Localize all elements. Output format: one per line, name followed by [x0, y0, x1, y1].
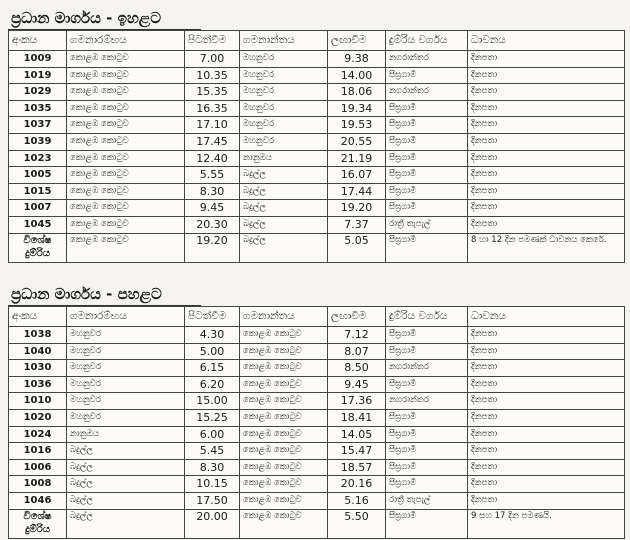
arrival-time-cell: 14.05 — [328, 426, 386, 443]
col-header-departure: පිටත්වීම — [185, 31, 240, 51]
departure-time-cell: 17.50 — [185, 492, 240, 509]
arrival-time-cell: 7.37 — [328, 216, 386, 233]
departure-time-cell: 5.45 — [185, 443, 240, 460]
train-number-cell: 1035 — [9, 100, 67, 117]
departure-time-cell: 9.45 — [185, 200, 240, 217]
arrival-time-cell: 17.44 — [328, 183, 386, 200]
frequency-cell: දිනපතා — [468, 216, 625, 233]
table-row — [9, 476, 625, 493]
col-header-origin: ගමනාරම්භය — [67, 31, 185, 51]
origin-cell: මහනුවර — [67, 376, 185, 393]
train-type-cell: සීඝ්‍රගාමී — [386, 117, 468, 134]
destination-cell: කොළඹ කොටුව — [240, 476, 328, 493]
origin-cell: කොළඹ කොටුව — [67, 67, 185, 84]
train-type-cell: රාත්‍රී තැපැල් — [386, 216, 468, 233]
origin-cell: කොළඹ කොටුව — [67, 233, 185, 262]
origin-cell: කොළඹ කොටුව — [67, 183, 185, 200]
frequency-cell: දිනපතා — [468, 100, 625, 117]
destination-cell: මහනුවර — [240, 67, 328, 84]
destination-cell: බදුල්ල — [240, 216, 328, 233]
col-header-destination: ගමනාන්තය — [240, 31, 328, 51]
departure-time-cell: 16.35 — [185, 100, 240, 117]
upcountry-table-body — [9, 51, 625, 263]
departure-time-cell: 12.40 — [185, 150, 240, 167]
train-number-cell: 1006 — [9, 459, 67, 476]
origin-cell: බදුල්ල — [67, 459, 185, 476]
train-number-cell: 1010 — [9, 393, 67, 410]
departure-time-cell: 17.10 — [185, 117, 240, 134]
train-number-cell: 1005 — [9, 167, 67, 184]
col-header-arrival: ලඟාවීම — [328, 307, 386, 327]
train-number-cell: 1020 — [9, 409, 67, 426]
train-type-cell: සීඝ්‍රගාමී — [386, 200, 468, 217]
table-row — [9, 459, 625, 476]
destination-cell: කොළඹ කොටුව — [240, 509, 328, 538]
upcountry-header-row — [9, 31, 625, 51]
table-row — [9, 167, 625, 184]
col-header-train-type: දුම්රිය වර්ගය — [386, 307, 468, 327]
downcountry-table-body — [9, 327, 625, 539]
col-header-number: අංකය — [9, 307, 67, 327]
frequency-cell: දිනපතා — [468, 443, 625, 460]
train-number-cell: 1008 — [9, 476, 67, 493]
train-number-cell: 1023 — [9, 150, 67, 167]
train-type-cell: සීඝ්‍රගාමී — [386, 133, 468, 150]
col-header-frequency: ධාවනය — [468, 307, 625, 327]
train-number-cell: 1024 — [9, 426, 67, 443]
departure-time-cell: 15.00 — [185, 393, 240, 410]
train-number-cell: 1016 — [9, 443, 67, 460]
table-row — [9, 183, 625, 200]
destination-cell: කොළඹ කොටුව — [240, 459, 328, 476]
departure-time-cell: 15.35 — [185, 84, 240, 101]
table-row — [9, 393, 625, 410]
frequency-cell: දිනපතා — [468, 51, 625, 68]
train-number-cell: 1019 — [9, 67, 67, 84]
train-type-cell: නගරාන්තර — [386, 84, 468, 101]
frequency-cell: දිනපතා — [468, 183, 625, 200]
arrival-time-cell: 5.16 — [328, 492, 386, 509]
destination-cell: මහනුවර — [240, 117, 328, 134]
destination-cell: කොළඹ කොටුව — [240, 393, 328, 410]
special-train-label-cell: විශේෂ දුම්රිය — [9, 233, 67, 262]
frequency-cell: දිනපතා — [468, 67, 625, 84]
train-type-cell: රාත්‍රී තැපැල් — [386, 492, 468, 509]
train-number-cell: 1036 — [9, 376, 67, 393]
origin-cell: බදුල්ල — [67, 443, 185, 460]
downcountry-title: ප්‍රධාන මාර්ගය - පහළට — [8, 284, 201, 306]
col-header-origin: ගමනාරම්භය — [67, 307, 185, 327]
destination-cell: බදුල්ල — [240, 183, 328, 200]
frequency-cell: දිනපතා — [468, 133, 625, 150]
departure-time-cell: 4.30 — [185, 327, 240, 344]
destination-cell: මහනුවර — [240, 51, 328, 68]
departure-time-cell: 20.30 — [185, 216, 240, 233]
table-row — [9, 84, 625, 101]
col-header-frequency: ධාවනය — [468, 31, 625, 51]
frequency-cell: 9 සහ 17 දින පමණයි. — [468, 509, 625, 538]
arrival-time-cell: 8.50 — [328, 360, 386, 377]
table-row — [9, 492, 625, 509]
col-header-train-type: දුම්රිය වර්ගය — [386, 31, 468, 51]
frequency-cell: දිනපතා — [468, 492, 625, 509]
frequency-cell: දිනපතා — [468, 343, 625, 360]
train-number-cell: 1029 — [9, 84, 67, 101]
frequency-cell: දිනපතා — [468, 327, 625, 344]
table-row — [9, 133, 625, 150]
upcountry-title: ප්‍රධාන මාර්ගය - ඉහළට — [8, 8, 201, 30]
col-header-number: අංකය — [9, 31, 67, 51]
train-number-cell: 1038 — [9, 327, 67, 344]
train-type-cell: නගරාන්තර — [386, 51, 468, 68]
frequency-cell: දිනපතා — [468, 200, 625, 217]
special-train-row — [9, 233, 625, 262]
frequency-cell: දිනපතා — [468, 393, 625, 410]
origin-cell: කොළඹ කොටුව — [67, 84, 185, 101]
arrival-time-cell: 21.19 — [328, 150, 386, 167]
frequency-cell: දිනපතා — [468, 150, 625, 167]
table-row — [9, 343, 625, 360]
departure-time-cell: 5.00 — [185, 343, 240, 360]
destination-cell: කොළඹ කොටුව — [240, 376, 328, 393]
special-train-label-cell: විශේෂ දුම්රිය — [9, 509, 67, 538]
origin-cell: මහනුවර — [67, 327, 185, 344]
downcountry-section — [8, 284, 624, 539]
table-row — [9, 150, 625, 167]
frequency-cell: දිනපතා — [468, 360, 625, 377]
departure-time-cell: 6.15 — [185, 360, 240, 377]
table-row — [9, 100, 625, 117]
arrival-time-cell: 9.45 — [328, 376, 386, 393]
destination-cell: කොළඹ කොටුව — [240, 327, 328, 344]
origin-cell: මහනුවර — [67, 393, 185, 410]
train-type-cell: සීඝ්‍රගාමී — [386, 376, 468, 393]
train-type-cell: නගරාන්තර — [386, 360, 468, 377]
origin-cell: බදුල්ල — [67, 509, 185, 538]
train-type-cell: සීඝ්‍රගාමී — [386, 409, 468, 426]
train-type-cell: සීඝ්‍රගාමී — [386, 327, 468, 344]
origin-cell: නානුඔය — [67, 426, 185, 443]
train-type-cell: සීඝ්‍රගාමී — [386, 476, 468, 493]
arrival-time-cell: 18.41 — [328, 409, 386, 426]
table-row — [9, 426, 625, 443]
departure-time-cell: 5.55 — [185, 167, 240, 184]
train-number-cell: 1037 — [9, 117, 67, 134]
upcountry-table — [8, 30, 625, 263]
origin-cell: කොළඹ කොටුව — [67, 150, 185, 167]
table-row — [9, 443, 625, 460]
train-type-cell: සීඝ්‍රගාමී — [386, 443, 468, 460]
arrival-time-cell: 18.57 — [328, 459, 386, 476]
frequency-cell: දිනපතා — [468, 376, 625, 393]
destination-cell: කොළඹ කොටුව — [240, 443, 328, 460]
departure-time-cell: 15.25 — [185, 409, 240, 426]
train-number-cell: 1007 — [9, 200, 67, 217]
train-type-cell: සීඝ්‍රගාමී — [386, 509, 468, 538]
special-train-row — [9, 509, 625, 538]
table-row — [9, 117, 625, 134]
upcountry-section — [8, 8, 624, 263]
origin-cell: මහනුවර — [67, 343, 185, 360]
arrival-time-cell: 7.12 — [328, 327, 386, 344]
destination-cell: මහනුවර — [240, 84, 328, 101]
frequency-cell: දිනපතා — [468, 84, 625, 101]
table-row — [9, 360, 625, 377]
train-type-cell: සීඝ්‍රගාමී — [386, 233, 468, 262]
departure-time-cell: 10.35 — [185, 67, 240, 84]
departure-time-cell: 8.30 — [185, 183, 240, 200]
arrival-time-cell: 18.06 — [328, 84, 386, 101]
train-type-cell: සීඝ්‍රගාමී — [386, 183, 468, 200]
arrival-time-cell: 8.07 — [328, 343, 386, 360]
departure-time-cell: 6.20 — [185, 376, 240, 393]
table-row — [9, 67, 625, 84]
arrival-time-cell: 19.34 — [328, 100, 386, 117]
departure-time-cell: 7.00 — [185, 51, 240, 68]
train-type-cell: සීඝ්‍රගාමී — [386, 167, 468, 184]
train-number-cell: 1045 — [9, 216, 67, 233]
destination-cell: මහනුවර — [240, 100, 328, 117]
train-type-cell: සීඝ්‍රගාමී — [386, 100, 468, 117]
origin-cell: කොළඹ කොටුව — [67, 51, 185, 68]
col-header-arrival: ලඟාවීම — [328, 31, 386, 51]
table-row — [9, 409, 625, 426]
frequency-cell: දිනපතා — [468, 476, 625, 493]
arrival-time-cell: 19.20 — [328, 200, 386, 217]
train-number-cell: 1039 — [9, 133, 67, 150]
destination-cell: බදුල්ල — [240, 167, 328, 184]
destination-cell: බදුල්ල — [240, 200, 328, 217]
origin-cell: මහනුවර — [67, 360, 185, 377]
departure-time-cell: 20.00 — [185, 509, 240, 538]
destination-cell: කොළඹ කොටුව — [240, 343, 328, 360]
train-type-cell: සීඝ්‍රගාමී — [386, 150, 468, 167]
train-type-cell: සීඝ්‍රගාමී — [386, 459, 468, 476]
departure-time-cell: 6.00 — [185, 426, 240, 443]
col-header-destination: ගමනාන්තය — [240, 307, 328, 327]
frequency-cell: දිනපතා — [468, 426, 625, 443]
destination-cell: කොළඹ කොටුව — [240, 360, 328, 377]
origin-cell: බදුල්ල — [67, 492, 185, 509]
train-number-cell: 1009 — [9, 51, 67, 68]
departure-time-cell: 17.45 — [185, 133, 240, 150]
origin-cell: මහනුවර — [67, 409, 185, 426]
train-type-cell: සීඝ්‍රගාමී — [386, 343, 468, 360]
destination-cell: කොළඹ කොටුව — [240, 426, 328, 443]
train-number-cell: 1030 — [9, 360, 67, 377]
arrival-time-cell: 16.07 — [328, 167, 386, 184]
arrival-time-cell: 17.36 — [328, 393, 386, 410]
arrival-time-cell: 20.55 — [328, 133, 386, 150]
destination-cell: කොළඹ කොටුව — [240, 492, 328, 509]
origin-cell: කොළඹ කොටුව — [67, 100, 185, 117]
train-type-cell: සීඝ්‍රගාමී — [386, 67, 468, 84]
arrival-time-cell: 19.53 — [328, 117, 386, 134]
origin-cell: කොළඹ කොටුව — [67, 216, 185, 233]
arrival-time-cell: 14.00 — [328, 67, 386, 84]
frequency-cell: 8 හා 12 දින පමණක් ධාවනය කෙරේ. — [468, 233, 625, 262]
origin-cell: බදුල්ල — [67, 476, 185, 493]
arrival-time-cell: 20.16 — [328, 476, 386, 493]
departure-time-cell: 10.15 — [185, 476, 240, 493]
arrival-time-cell: 5.50 — [328, 509, 386, 538]
table-row — [9, 376, 625, 393]
frequency-cell: දිනපතා — [468, 117, 625, 134]
train-type-cell: නගරාන්තර — [386, 393, 468, 410]
frequency-cell: දිනපතා — [468, 167, 625, 184]
destination-cell: නානුඔය — [240, 150, 328, 167]
departure-time-cell: 8.30 — [185, 459, 240, 476]
train-number-cell: 1040 — [9, 343, 67, 360]
table-row — [9, 216, 625, 233]
train-number-cell: 1015 — [9, 183, 67, 200]
frequency-cell: දිනපතා — [468, 459, 625, 476]
arrival-time-cell: 9.38 — [328, 51, 386, 68]
arrival-time-cell: 15.47 — [328, 443, 386, 460]
table-row — [9, 200, 625, 217]
departure-time-cell: 19.20 — [185, 233, 240, 262]
col-header-departure: පිටත්වීම — [185, 307, 240, 327]
downcountry-table — [8, 306, 625, 539]
train-number-cell: 1046 — [9, 492, 67, 509]
origin-cell: කොළඹ කොටුව — [67, 133, 185, 150]
downcountry-header-row — [9, 307, 625, 327]
destination-cell: බදුල්ල — [240, 233, 328, 262]
origin-cell: කොළඹ කොටුව — [67, 200, 185, 217]
destination-cell: මහනුවර — [240, 133, 328, 150]
arrival-time-cell: 5.05 — [328, 233, 386, 262]
origin-cell: කොළඹ කොටුව — [67, 117, 185, 134]
table-row — [9, 51, 625, 68]
table-row — [9, 327, 625, 344]
destination-cell: කොළඹ කොටුව — [240, 409, 328, 426]
train-type-cell: සීඝ්‍රගාමී — [386, 426, 468, 443]
origin-cell: කොළඹ කොටුව — [67, 167, 185, 184]
frequency-cell: දිනපතා — [468, 409, 625, 426]
